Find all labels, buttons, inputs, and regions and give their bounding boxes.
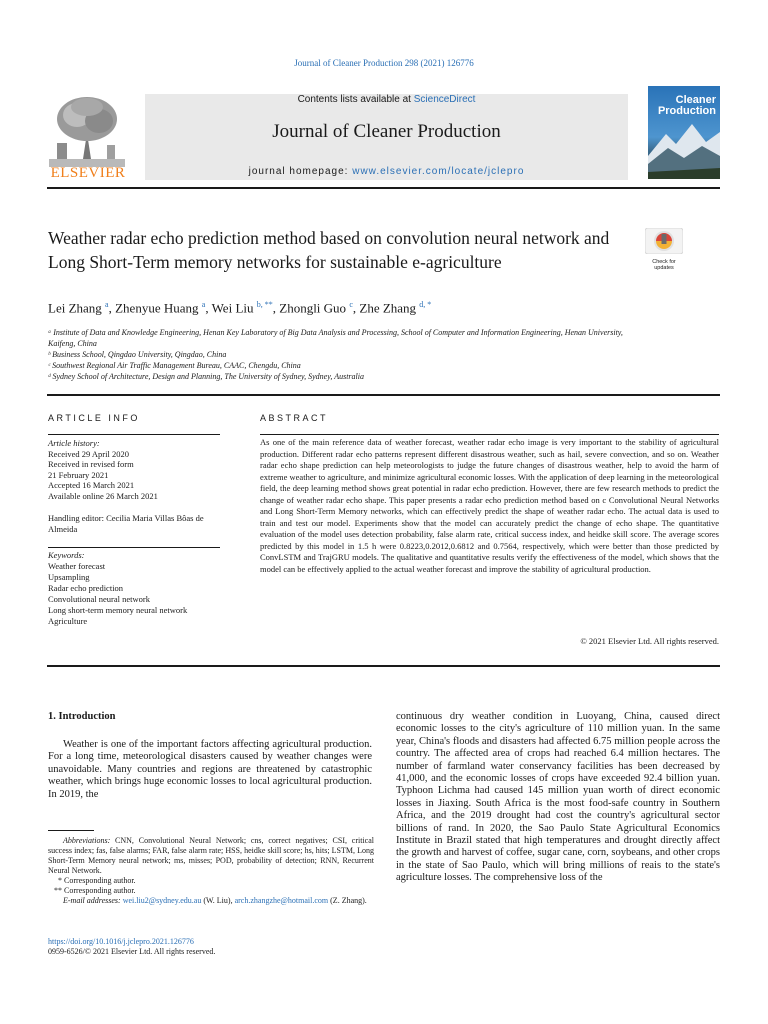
crossmark-label <box>645 259 683 271</box>
keyword-item: Upsampling <box>48 572 90 582</box>
keyword-item: Convolutional neural network <box>48 594 150 604</box>
cover-title-line2: Production <box>657 105 716 117</box>
doi-block <box>48 937 374 957</box>
crossmark-line2: updates <box>654 265 674 271</box>
author-affiliation-mark[interactable]: c <box>349 300 353 309</box>
journal-title: Journal of Cleaner Production <box>272 121 501 142</box>
footnote-rule <box>48 830 94 831</box>
section-heading-introduction: 1. Introduction <box>48 711 116 722</box>
keyword-item: Radar echo prediction <box>48 583 124 593</box>
footnotes <box>48 836 374 906</box>
history-item: Accepted 16 March 2021 <box>48 480 135 490</box>
elsevier-logo <box>47 93 129 181</box>
email-owner-liu: (W. Liu), <box>201 896 235 905</box>
keyword-item: Long short-term memory neural network <box>48 605 188 615</box>
abstract-bottom-rule <box>47 665 720 667</box>
abbreviations-label: Abbreviations: <box>63 836 111 845</box>
author-name[interactable]: Wei Liu <box>211 300 257 316</box>
email-link-zhang[interactable]: arch.zhangzhe@hotmail.com <box>234 896 329 905</box>
affiliation-line: ᶜ Southwest Regional Air Traffic Management Bureau, CAAC, Chengdu, China <box>48 361 301 370</box>
keyword-item: Weather forecast <box>48 561 106 571</box>
author-affiliation-mark[interactable]: a <box>201 300 206 309</box>
history-item: Received 29 April 2020 <box>48 448 129 459</box>
header-rule <box>47 187 720 189</box>
cover-title <box>650 95 716 117</box>
crossmark-icon <box>645 228 683 254</box>
affiliations <box>48 327 648 382</box>
sciencedirect-link[interactable]: ScienceDirect <box>413 94 476 105</box>
history-label: Article history: <box>48 438 100 448</box>
email-link-liu[interactable]: wei.liu2@sydney.edu.au <box>122 896 202 905</box>
paper-title: Weather radar echo prediction method based on convolution neural network and Long Short-Term memory networks for sustainable e-agriculture <box>48 228 610 272</box>
author-name[interactable]: Lei Zhang <box>48 300 106 316</box>
intro-paragraph-right: continuous dry weather condition in Luoyang, China, caused direct economic losses to the city's agriculture of 110 million yuan. In the same year, China's floods and disasters had affected 6.75 million people across the country. The affected area of crops had reached 6.4 million hectares. The number of farmland water conservancy facilities has been decreased by 41,000, and the economic losses of crops have exceeded 92.4 billion yuan. Typhoon Lichma had caused 145 million yuan worth of direct economic losses in Jiaxing. South Africa is the most food-safe country in Southern Africa, and the 2019 drought had cost the country's agricultural sector billions of rand. In 2020, the Sao Paulo State Agricultural Economics Institute in Brazil stated that high temperatures and drought directly affect the growth and harvest of coffee, sugar cane, corn, soybeans, and other crops in the state of Sao Paulo, which will bring millions of reais to the state's agriculture losses. The comprehensive loss of the <box>396 711 720 884</box>
author-separator: , <box>352 300 360 316</box>
doi-link[interactable]: https://doi.org/10.1016/j.jclepro.2021.126776 <box>48 937 194 946</box>
author-separator: , <box>108 300 116 316</box>
keyword-list <box>48 561 220 627</box>
homepage-link[interactable]: www.elsevier.com/locate/jclepro <box>352 166 525 177</box>
homepage-line <box>145 166 628 177</box>
affiliation-line: ᵇ Business School, Qingdao University, Qingdao, China <box>48 350 227 359</box>
abstract-text: As one of the main reference data of weather forecast, weather radar echo image is very important to the stability of agricultural production. Different radar echo patterns represent different disastrous weather, such as hail, severe convection, and so on. Weather radar echo shape prediction can help meteorologists to judge the future changes of disastrous weather, help to avoid the harm of extreme weather to agriculture, and minimize agricultural economic losses. With the application of deep learning in the meteorological field, the deep learning method shows great potential in radar echo prediction. However, there are few research methods to predict the change of weather radar echo shape. This paper presents a radar echo prediction method based on c Convolutional Neural Networks and Long Short-Term Memory networks, which can effectively predict the shape of weather radar echo. The actual data is used to train and test our model. Experiments show that the model can accurately predict the change of echo shape. The quantitative evaluation of the model uses detection probability, false alarm rate, critical success index, and heidke skill score. The average scores predicted by this model in 1.5 h were 0.8223,0.2012,0.6812 and 0.7564, respectively, which were better than those predicted by ConvLSTM and TrajGRU models. The qualitative and quantitative results verify the effectiveness of the model, which shows that the model can be effectively applied to the actual weather forecast and improve the stability of agricultural production. <box>260 437 719 574</box>
email-owner-zhang: (Z. Zhang). <box>330 896 367 905</box>
article-info-heading: ARTICLE INFO <box>48 413 140 423</box>
intro-paragraph-left: Weather is one of the important factors affecting agricultural production. For a long time, meteorological disasters caused by weather changes were unavoidable. Many countries and regions are threatened by catastrophic weather, which brings huge economic losses to local agricultural production. In 2019, the <box>48 739 372 800</box>
publisher-name: ELSEVIER <box>50 165 126 181</box>
journal-cover <box>648 86 720 179</box>
corresponding-author-2: ** Corresponding author. <box>54 886 136 895</box>
homepage-prefix: journal homepage: <box>248 166 353 177</box>
handling-editor: Handling editor: Cecilia Maria Villas Bôas de Almeida <box>48 513 204 534</box>
email-note <box>48 896 374 906</box>
journal-masthead <box>145 94 628 180</box>
keyword-item: Agriculture <box>48 616 88 626</box>
title-rule <box>47 394 720 396</box>
author-affiliation-mark[interactable]: d, * <box>419 300 432 309</box>
affiliation-line: ᵈ Sydney School of Architecture, Design and Planning, The University of Sydney, Sydney, Australia <box>48 372 364 381</box>
email-label: E-mail addresses: <box>63 896 121 905</box>
abbreviations-text: CNN, Convolutional Neural Network; cns, correct negatives; CSI, critical success index; fas, false alarms; FAR, false alarm rate; HSS, heidke skill score; hs, hits; LSTM, Long Short-Term Memory neural network; ms, misses; POD, probability of detection; RNN, Recurrent Neural Network. <box>48 836 374 875</box>
history-item: 21 February 2021 <box>48 469 109 480</box>
issn-line: 0959-6526/© 2021 Elsevier Ltd. All rights reserved. <box>48 947 216 956</box>
cover-title-line1: Cleaner <box>675 94 716 106</box>
author-separator: , <box>272 300 280 316</box>
abbreviations-note <box>48 836 374 876</box>
author-affiliation-mark[interactable]: b, ** <box>256 300 273 309</box>
crossmark-badge[interactable] <box>645 228 683 271</box>
abstract-copyright: © 2021 Elsevier Ltd. All rights reserved. <box>580 636 719 646</box>
author-list <box>48 300 718 316</box>
author-name[interactable]: Zhe Zhang <box>359 300 420 316</box>
contents-prefix: Contents lists available at <box>297 94 414 105</box>
author-name[interactable]: Zhongli Guo <box>279 300 350 316</box>
corresponding-author-1: * Corresponding author. <box>54 876 136 885</box>
crossmark-line1: Check for <box>652 259 676 265</box>
article-history <box>48 438 220 501</box>
journal-citation[interactable]: Journal of Cleaner Production 298 (2021) 126776 <box>294 58 474 68</box>
keywords-label: Keywords: <box>48 550 85 560</box>
author-affiliation-mark[interactable]: a <box>105 300 109 309</box>
abstract-heading: ABSTRACT <box>260 413 329 423</box>
abstract-rule <box>260 434 719 435</box>
author-separator: , <box>205 300 212 316</box>
history-item: Available online 26 March 2021 <box>48 490 158 501</box>
author-name[interactable]: Zhenyue Huang <box>115 300 202 316</box>
contents-line <box>145 94 628 105</box>
history-list <box>48 449 220 502</box>
keywords-rule <box>48 547 220 548</box>
affiliation-line: ᵃ Institute of Data and Knowledge Engineering, Henan Key Laboratory of Big Data Analysis and Processing, School of Computer and Information Engineering, Henan University, Kaifeng, China <box>48 328 623 348</box>
article-info-rule <box>48 434 220 435</box>
history-item: Received in revised form <box>48 459 134 469</box>
keywords <box>48 550 220 627</box>
